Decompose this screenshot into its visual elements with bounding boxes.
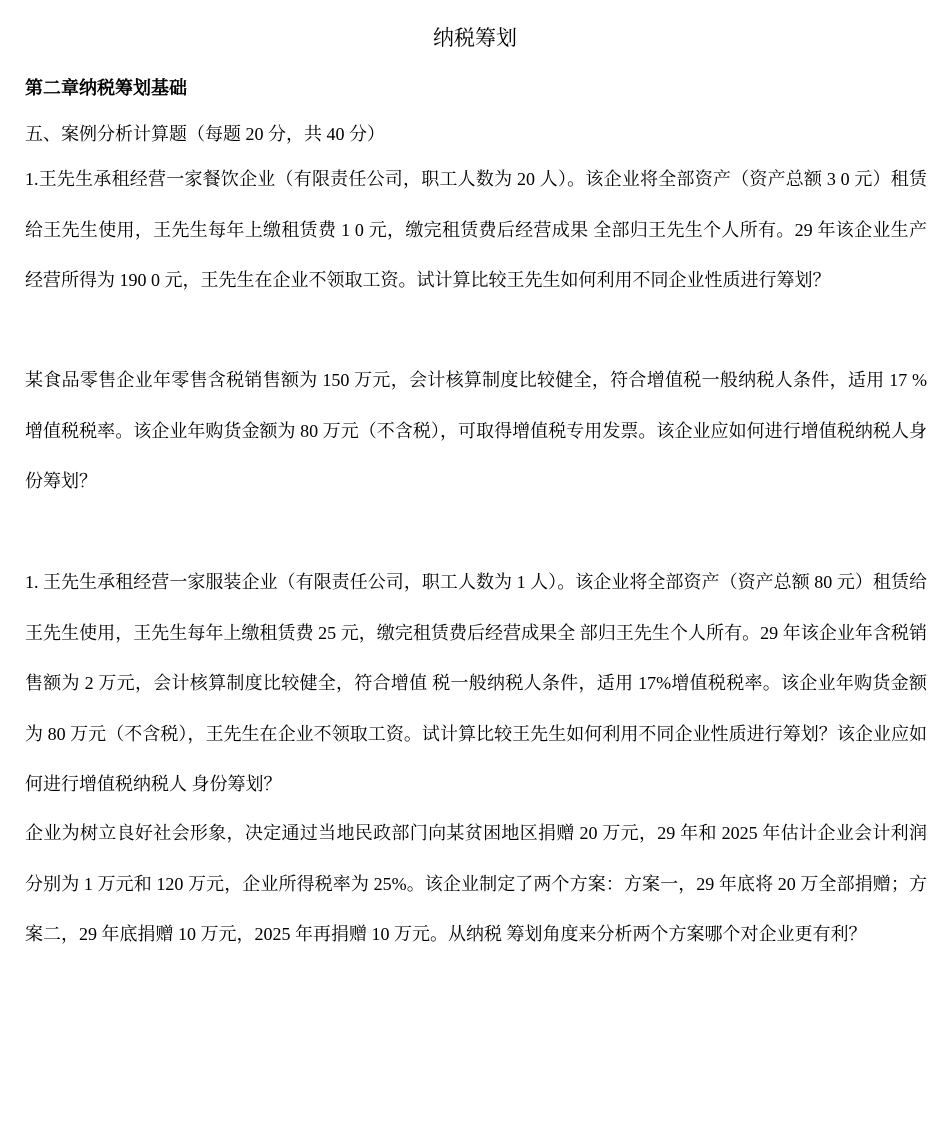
question-paragraph-4: 企业为树立良好社会形象，决定通过当地民政部门向某贫困地区捐赠 20 万元，29 年和 2025 年估计企业会计利润分别为 1 万元和 120 万元，企业所得税率为 25%。该企业制定了两个方案：方案一，29 年底将 20 万全部捐赠；方案二，29 年底捐赠 10 万元，2025 年再捐赠 10 万元。从纳税 筹划角度来分析两个方案哪个对企业更有利？ xyxy=(25,823,927,944)
question-paragraph-3: 1. 王先生承租经营一家服装企业（有限责任公司，职工人数为 1 人）。该企业将全部资产（资产总额 80 元）租赁给王先生使用，王先生每年上缴租赁费 25 元，缴完租赁费后经营成果全 部归王先生个人所有。29 年该企业年含税销售额为 2 万元，会计核算制度比较健全，符合增值 税一般纳税人条件，适用 17%增值税税率。该企业年购货金额为 80 万元（不含税），王先生在企业不领取工资。试计算比较王先生如何利用不同企业性质进行筹划？该企业应如何进行增值税纳税人 身份筹划？ xyxy=(25,572,927,794)
document-title: 纳税筹划 xyxy=(433,26,517,50)
question-paragraph-1: 1.王先生承租经营一家餐饮企业（有限责任公司，职工人数为 20 人）。该企业将全部资产（资产总额 3 0 元）租赁给王先生使用，王先生每年上缴租赁费 1 0 元，缴完租赁费后经营成果 全部归王先生个人所有。29 年该企业生产经营所得为 190 0 元，王先生在企业不领取工资。试计算比较王先生如何利用不同企业性质进行筹划？ xyxy=(25,169,927,290)
chapter-heading: 第二章纳税筹划基础 xyxy=(25,78,187,99)
question-paragraph-2: 某食品零售企业年零售含税销售额为 150 万元，会计核算制度比较健全，符合增值税一般纳税人条件，适用 17 %增值税税率。该企业年购货金额为 80 万元（不含税），可取得增值税专用发票。该企业应如何进行增值税纳税人身份筹划？ xyxy=(25,370,927,491)
section-heading: 五、案例分析计算题（每题 20 分，共 40 分） xyxy=(25,124,385,144)
